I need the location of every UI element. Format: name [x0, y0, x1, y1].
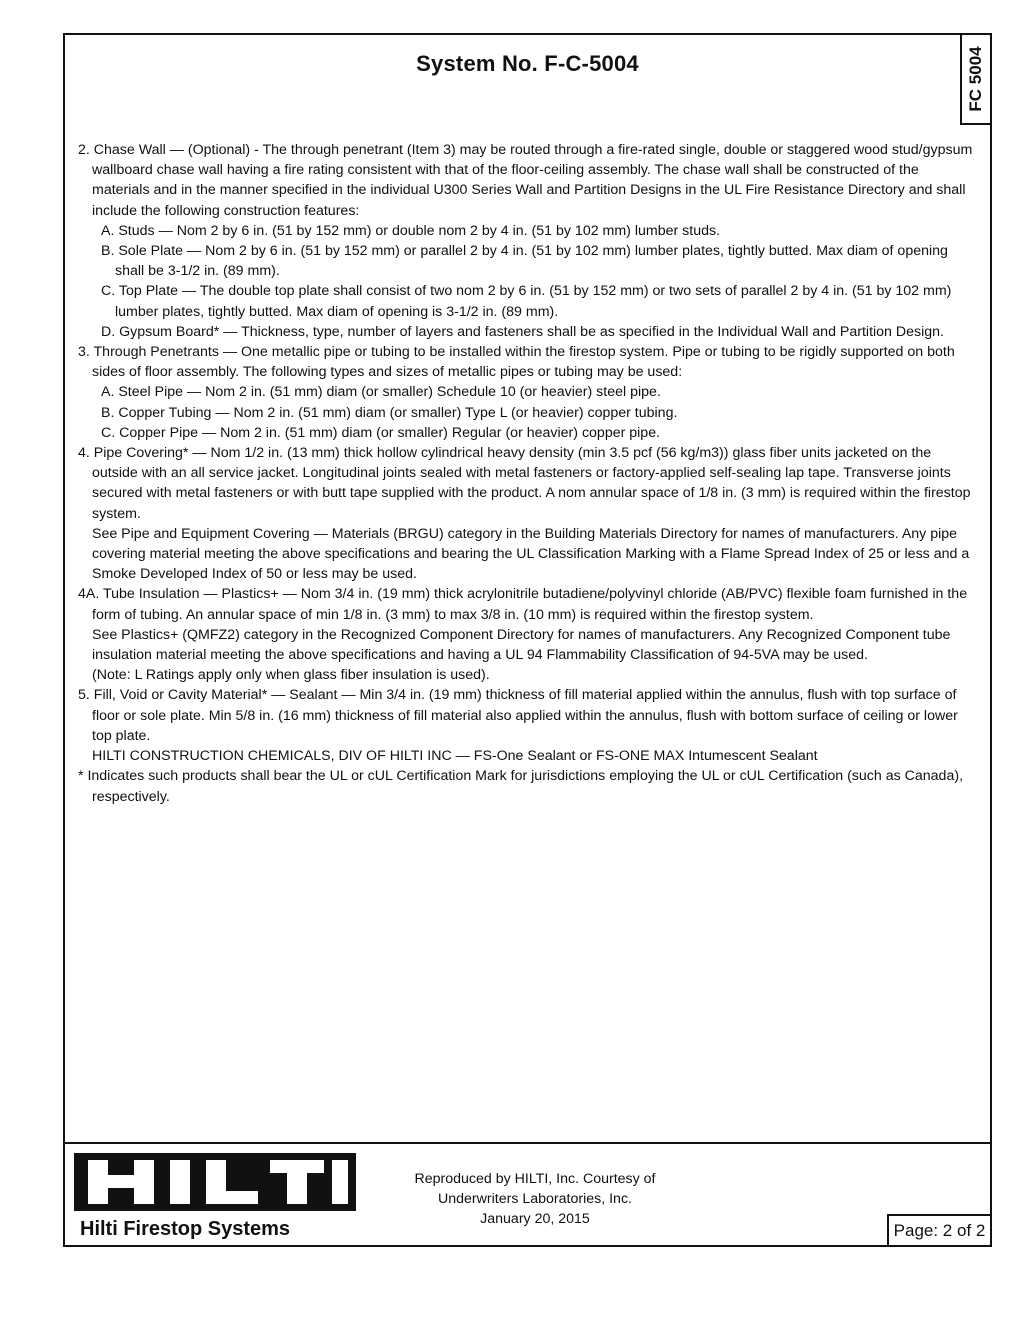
specification-body	[78, 140, 978, 807]
spec-paragraph: See Plastics+ (QMFZ2) category in the Recognized Component Directory for names of manufacturers. Any Recognized Component tube insulation material meeting the above specifications and having a UL 94 Flammability Classification of 94-5VA may be used.	[92, 626, 951, 664]
footer-divider	[65, 1142, 990, 1144]
spec-paragraph: A. Studs — Nom 2 by 6 in. (51 by 152 mm) or double nom 2 by 4 in. (51 by 102 mm) lumber studs.	[101, 222, 721, 239]
spec-paragraph: 3. Through Penetrants — One metallic pipe or tubing to be installed within the firestop system. Pipe or tubing to be rigidly supported on both sides of floor assembly. The following types and sizes of metallic pipes or tubing may be used:	[78, 344, 955, 381]
spec-paragraph: B. Copper Tubing — Nom 2 in. (51 mm) diam (or smaller) Type L (or heavier) copper tubing.	[101, 404, 678, 421]
spec-paragraph: (Note: L Ratings apply only when glass fiber insulation is used).	[92, 667, 490, 684]
spec-paragraph: 4. Pipe Covering* — Nom 1/2 in. (13 mm) thick hollow cylindrical heavy density (min 3.5 pcf (56 kg/m3)) glass fiber units jacketed on the outside with an all service jacket. Longitudinal joints sealed with metal fasteners or factory-applied self-sealing lap tape. Transverse joints secured with metal fasteners or with butt tape supplied with the product. A nom annular space of 1/8 in. (3 mm) is required within the firestop system.	[78, 445, 971, 522]
hilti-logo-graphic	[74, 1153, 356, 1211]
spec-paragraph: HILTI CONSTRUCTION CHEMICALS, DIV OF HILTI INC — FS-One Sealant or FS-ONE MAX Intumescent Sealant	[92, 748, 818, 765]
spec-paragraph: C. Copper Pipe — Nom 2 in. (51 mm) diam (or smaller) Regular (or heavier) copper pipe.	[101, 424, 661, 441]
spec-paragraph: 4A. Tube Insulation — Plastics+ — Nom 3/4 in. (19 mm) thick acrylonitrile butadiene/polyvinyl chloride (AB/PVC) flexible foam furnished in the form of tubing. An annular space of min 1/8 in. (3 mm) to max 3/8 in. (10 mm) is required within the firestop system.	[78, 586, 968, 623]
side-tab-label: FC 5004	[966, 46, 985, 112]
page-number: Page: 2 of 2	[887, 1214, 992, 1247]
brand-name: Hilti Firestop Systems	[80, 1218, 291, 1240]
credit-line-1: Reproduced by HILTI, Inc. Courtesy of	[414, 1171, 656, 1187]
credit-block	[385, 1169, 685, 1229]
document-frame	[63, 33, 992, 1247]
credit-date: January 20, 2015	[480, 1211, 590, 1227]
spec-paragraph: C. Top Plate — The double top plate shall consist of two nom 2 by 6 in. (51 by 152 mm) or two sets of parallel 2 by 4 in. (51 by 102 mm) lumber plates, tightly butted. Max diam of opening is 3-1/2 in. (89 mm).	[101, 283, 952, 320]
credit-line-2: Underwriters Laboratories, Inc.	[438, 1191, 632, 1207]
spec-paragraph: D. Gypsum Board* — Thickness, type, number of layers and fasteners shall be as specified in the Individual Wall and Partition Design.	[101, 323, 944, 340]
spec-paragraph: 2. Chase Wall — (Optional) - The through penetrant (Item 3) may be routed through a fire-rated single, double or staggered wood stud/gypsum wallboard chase wall having a fire rating consistent with that of the floor-ceiling assembly. The chase wall shall be constructed of the materials and in the manner specified in the individual U300 Series Wall and Partition Designs in the UL Fire Resistance Directory and shall include the following construction features:	[78, 142, 973, 219]
system-side-tab	[960, 33, 992, 125]
spec-paragraph: A. Steel Pipe — Nom 2 in. (51 mm) diam (or smaller) Schedule 10 (or heavier) steel pipe.	[101, 384, 661, 401]
spec-paragraph: See Pipe and Equipment Covering — Materials (BRGU) category in the Building Materials Directory for names of manufacturers. Any pipe covering material meeting the above specifications and bearing the UL Classification Marking with a Flame Spread Index of 25 or less and a Smoke Developed Index of 50 or less may be used.	[92, 525, 970, 583]
spec-paragraph: 5. Fill, Void or Cavity Material* — Sealant — Min 3/4 in. (19 mm) thickness of fill material applied within the annulus, flush with top surface of floor or sole plate. Min 5/8 in. (16 mm) thickness of fill material also applied within the annulus, flush with bottom surface of ceiling or lower top plate.	[78, 687, 958, 744]
spec-paragraph: * Indicates such products shall bear the UL or cUL Certification Mark for jurisdictions employing the UL or cUL Certification (such as Canada), respectively.	[78, 768, 964, 805]
system-title: System No. F-C-5004	[416, 51, 639, 76]
hilti-logo	[74, 1153, 356, 1211]
spec-paragraph: B. Sole Plate — Nom 2 by 6 in. (51 by 152 mm) or parallel 2 by 4 in. (51 by 102 mm) lumber plates, tightly butted. Max diam of opening shall be 3-1/2 in. (89 mm).	[101, 243, 948, 280]
